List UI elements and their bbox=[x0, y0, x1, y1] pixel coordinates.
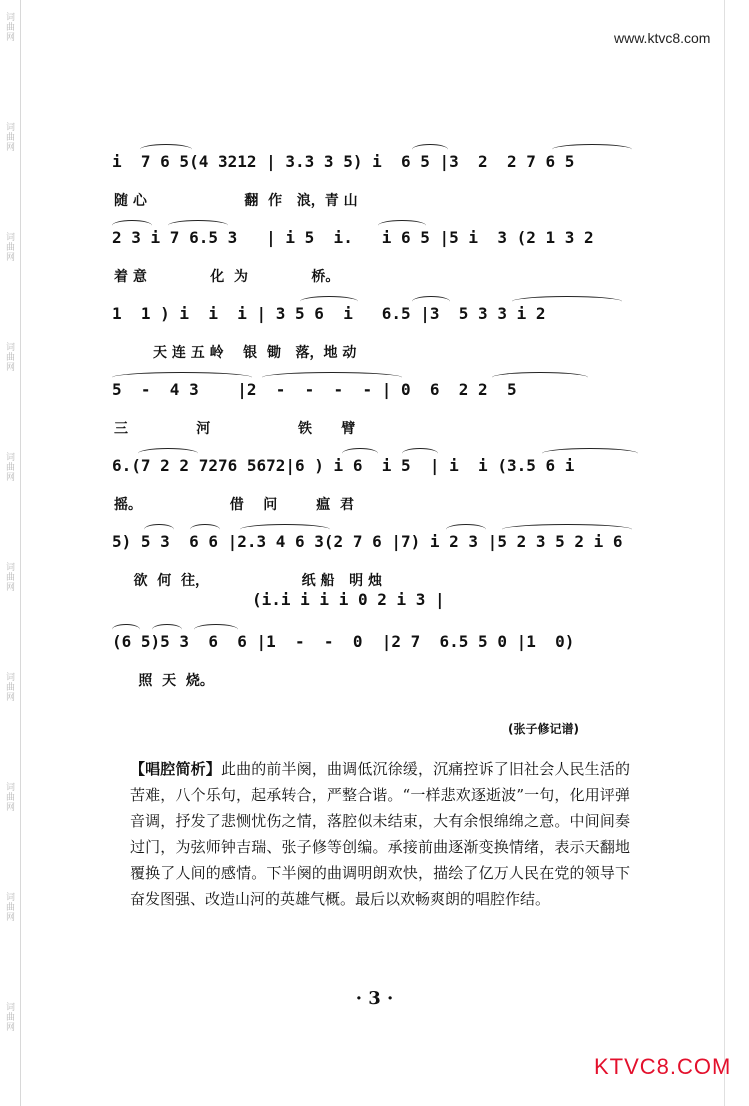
score-row-4 bbox=[112, 368, 652, 444]
margin-mark: 词曲网 bbox=[4, 782, 14, 812]
notation-line: 5 - 4 3 |2 - - - - | 0 6 2 2 5 bbox=[112, 380, 517, 399]
margin-mark: 词曲网 bbox=[4, 342, 14, 372]
lyrics-line: 照 天 烧。 bbox=[114, 673, 214, 689]
right-page-rule bbox=[724, 0, 725, 1106]
score-row-1 bbox=[112, 140, 652, 216]
lyrics-line: 天 连 五 岭 银 锄 落，地 动 bbox=[114, 345, 357, 361]
score-row-3 bbox=[112, 292, 652, 368]
score-row-7 bbox=[112, 590, 652, 696]
score-row-2 bbox=[112, 216, 652, 292]
score-row-6 bbox=[112, 520, 652, 596]
notation-line: 5) 5 3 6 6 |2.3 4 6 3(2 7 6 |7) i 2 3 |5 2 3 5 2 i 6 bbox=[112, 532, 623, 551]
margin-mark: 词曲网 bbox=[4, 232, 14, 262]
site-url[interactable]: www.ktvc8.com bbox=[614, 30, 711, 46]
notation-line: 2 3 i 7 6.5 3 | i 5 i. i 6 5 |5 i 3 (2 1 3 2 bbox=[112, 228, 594, 247]
left-margin-watermark bbox=[0, 0, 21, 1106]
ossia-line: (i.i i i i 0 2 i 3 | bbox=[252, 590, 445, 609]
margin-mark: 词曲网 bbox=[4, 562, 14, 592]
lyrics-line: 摇。 借 问 瘟 君 bbox=[114, 497, 354, 513]
margin-mark: 词曲网 bbox=[4, 452, 14, 482]
lyrics-line: 三 河 铁 臂 bbox=[114, 421, 356, 437]
notation-line: i 7 6 5(4 3212 | 3.3 3 5) i 6 5 |3 2 2 7 6 5 bbox=[112, 152, 575, 171]
margin-mark: 词曲网 bbox=[4, 892, 14, 922]
notation-line: 1 1 ) i i i | 3 5 6 i 6.5 |3 5 3 3 i 2 bbox=[112, 304, 546, 323]
site-logo: KTVC8.COM bbox=[594, 1054, 732, 1079]
notation-line: (6 5)5 3 6 6 |1 - - 0 |2 7 6.5 5 0 |1 0) bbox=[112, 632, 575, 651]
transcriber-credit: (张子修记谱) bbox=[508, 722, 579, 736]
analysis-text: 此曲的前半阕，曲调低沉徐缓，沉痛控诉了旧社会人民生活的苦难，八个乐句，起承转合，严整合谐。“一样悲欢逐逝波”一句，化用评弹音调，抒发了悲恻忧伤之情，落腔似未结束，大有余恨绵绵之意。中间间奏过门，为弦师钟吉瑞、张子修等创编。承接前曲逐渐变换情绪，表示天翻地覆换了人间的感情。下半阕的曲调明朗欢快，描绘了亿万人民在党的领导下奋发图强、改造山河的英雄气概。最后以欢畅爽朗的唱腔作结。 bbox=[130, 760, 630, 908]
notation-line: 6.(7 2 2 7276 5672|6 ) i 6 i 5 | i i (3.5 6 i bbox=[112, 456, 575, 475]
analysis-paragraph bbox=[130, 756, 630, 912]
score-row-5 bbox=[112, 444, 652, 520]
margin-mark: 词曲网 bbox=[4, 122, 14, 152]
lyrics-line: 随 心 翻 作 浪，青 山 bbox=[114, 193, 358, 209]
analysis-heading: 【唱腔简析】 bbox=[130, 760, 221, 778]
lyrics-line: 欲 何 往， 纸 船 明 烛 bbox=[114, 573, 382, 589]
margin-mark: 词曲网 bbox=[4, 672, 14, 702]
margin-mark: 词曲网 bbox=[4, 1002, 14, 1032]
page-number: · 3 · bbox=[355, 988, 394, 1009]
lyrics-line: 着 意 化 为 桥。 bbox=[114, 269, 340, 285]
margin-mark: 词曲网 bbox=[4, 12, 14, 42]
